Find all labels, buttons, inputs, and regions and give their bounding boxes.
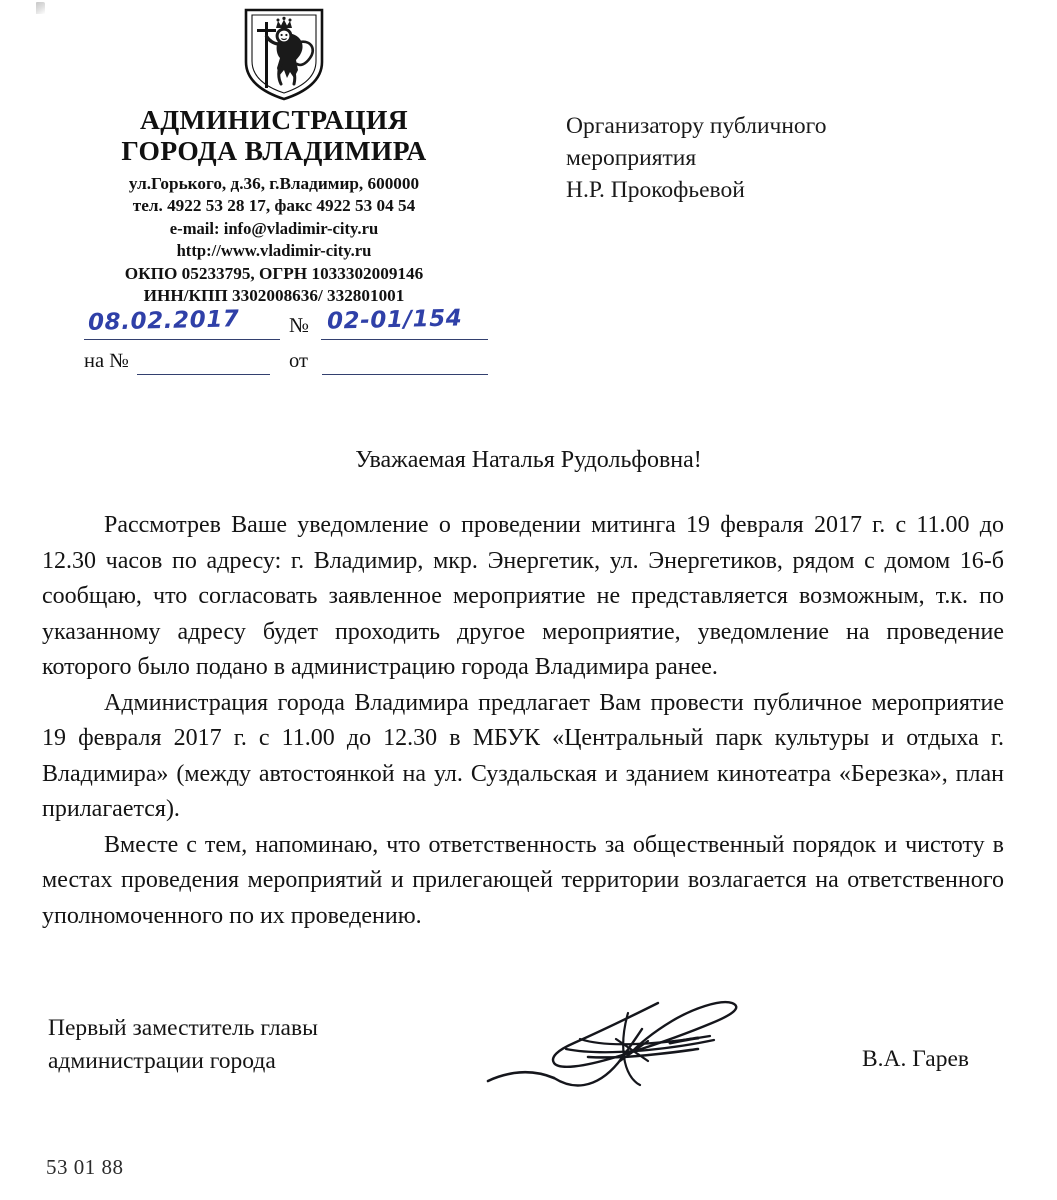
- contact-email: e-mail: info@vladimir-city.ru: [169, 218, 379, 238]
- reply-date-label: от: [289, 350, 308, 372]
- letterhead: [78, 104, 470, 307]
- body-paragraph-2: Администрация города Владимира предлагает Вам провести публичное мероприятие 19 февраля 2017 г. с 11.00 до 12.30 в МБУК «Центральный парк культуры и отдыха г. Владимира» (между автостоянкой на ул. Суздальская и зданием кинотеатра «Березка», план прилагается).: [42, 689, 1004, 822]
- contact-address: ул.Горького, д.36, г.Владимир, 600000: [128, 174, 420, 193]
- registration-number-label: №: [289, 313, 310, 337]
- registration-number-rule: [321, 339, 488, 340]
- signer-title-line2: администрации города: [48, 1048, 276, 1074]
- contact-okpo-ogrn: ОКПО 05233795, ОГРН 1033302009146: [124, 263, 424, 283]
- reply-to-label: на №: [84, 350, 129, 372]
- letterhead-contacts: [78, 173, 470, 307]
- vladimir-coat-of-arms-lion-icon: [232, 6, 336, 102]
- addressee-line1: Организатору публичного: [566, 113, 827, 139]
- organization-title-line2: ГОРОДА ВЛАДИМИРА: [121, 135, 427, 166]
- salutation: Уважаемая Наталья Рудольфовна!: [355, 447, 702, 473]
- addressee-line2: мероприятия: [566, 145, 697, 171]
- body-paragraph-3: Вместе с тем, напоминаю, что ответственность за общественный порядок и чистоту в местах проведения мероприятий и прилегающей территории возлагается на ответственного уполномоченного по их проведению.: [42, 831, 1004, 929]
- contact-website: http://www.vladimir-city.ru: [176, 241, 372, 261]
- signer-title: [48, 1012, 318, 1078]
- body-paragraph-1: Рассмотрев Ваше уведомление о проведении митинга 19 февраля 2017 г. с 11.00 до 12.30 часов по адресу: г. Владимир, мкр. Энергетик, ул. Энергетиков, рядом с домом 16-б сообщаю, что согласовать заявленное мероприятие не представляется возможным, т.к. по указанному адресу будет проходить другое мероприятие, уведомление на проведение которого было подано в администрацию города Владимира ранее.: [42, 512, 1004, 680]
- handwritten-signature-icon: [466, 995, 776, 1100]
- reply-to-rule: [137, 374, 270, 375]
- signer-title-line1: Первый заместитель главы: [48, 1015, 318, 1041]
- contact-inn-kpp: ИНН/КПП 3302008636/ 332801001: [143, 286, 405, 306]
- addressee-line3: Н.Р. Прокофьевой: [566, 177, 745, 203]
- registration-date-handwritten: 08.02.2017: [87, 306, 240, 336]
- footer-executor-code: 53 01 88: [46, 1155, 124, 1179]
- organization-title-line1: АДМИНИСТРАЦИЯ: [139, 104, 409, 135]
- registration-line: [84, 305, 484, 342]
- scan-artifact-mark: [36, 2, 45, 14]
- reply-reference-line: [84, 348, 484, 378]
- registration-date-rule: [84, 339, 280, 340]
- addressee-block: [566, 110, 986, 206]
- letter-body: [42, 508, 1004, 934]
- contact-phone-fax: тел. 4922 53 28 17, факс 4922 53 04 54: [132, 196, 416, 216]
- reply-date-rule: [322, 374, 488, 375]
- signer-name: В.А. Гарев: [862, 1046, 969, 1072]
- registration-number-handwritten: 02-01/154: [326, 305, 463, 335]
